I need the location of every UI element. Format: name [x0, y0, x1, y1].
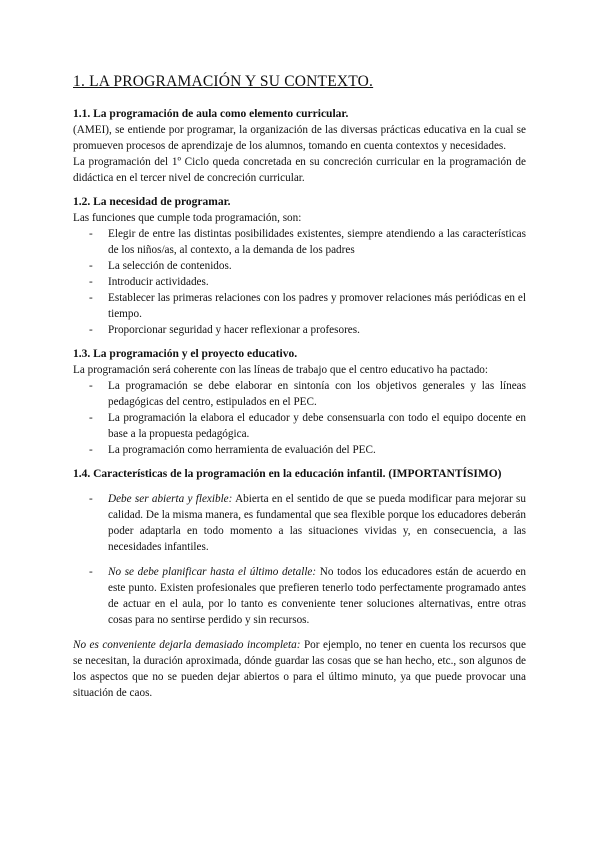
- section-1-2-list: [73, 226, 526, 338]
- list-item-text: Abierta en el sentido de que se pueda modificar para mejorar su calidad. De la misma manera, es fundamental que sea flexible porque los educadores deberán poder adaptarla en todo momento a las situaciones vividas y, en consecuencia, a las necesidades infantiles.: [108, 493, 526, 553]
- list-item: - La programación se debe elaborar en sintonía con los objetivos generales y las líneas pedagógicas del centro, estipulados en el PEC.: [73, 378, 526, 410]
- section-1-1-paragraph-2: La programación del 1º Ciclo queda concretada en su concreción curricular en la programación de didáctica en el tercer nivel de concreción curricular.: [73, 156, 526, 184]
- section-1-1-paragraph-1: (AMEI), se entiende por programar, la organización de las diversas prácticas educativa en la cual se promueven procesos de aprendizaje de los alumnos, tomando en cuenta contextos y necesidades.: [73, 124, 526, 152]
- section-1-3-title: 1.3. La programación y el proyecto educativo.: [73, 348, 298, 360]
- closing-text: Por ejemplo, no tener en cuenta los recursos que se necesitan, la duración aproximada, dónde guardar las cosas que se han hecho, etc., son algunos de los aspectos que no se pueden dejar abiertos o para el último minuto, ya que puede provocar una situación de caos.: [73, 639, 526, 699]
- list-item-lead: No se debe planificar hasta el último detalle:: [108, 566, 317, 578]
- section-1-4-closing-paragraph: [73, 637, 526, 701]
- list-item-lead: Debe ser abierta y flexible:: [108, 493, 233, 505]
- document-content: [73, 72, 526, 701]
- list-item: [73, 564, 526, 628]
- list-item: - Proporcionar seguridad y hacer reflexionar a profesores.: [73, 322, 526, 338]
- list-item: - La programación la elabora el educador y debe consensuarla con todo el equipo docente en base a la propuesta pedagógica.: [73, 410, 526, 442]
- section-1-3-intro: La programación será coherente con las líneas de trabajo que el centro educativo ha pactado:: [73, 364, 488, 376]
- list-item: - Establecer las primeras relaciones con los padres y promover relaciones más periódicas en el tiempo.: [73, 290, 526, 322]
- section-1-4-list: [73, 491, 526, 628]
- section-1-3: [73, 346, 526, 458]
- list-item: [73, 491, 526, 555]
- section-1-1-title: 1.1. La programación de aula como elemento curricular.: [73, 108, 349, 120]
- list-item: - La programación como herramienta de evaluación del PEC.: [73, 442, 526, 458]
- list-item: - Introducir actividades.: [73, 274, 526, 290]
- list-item: - Elegir de entre las distintas posibilidades existentes, siempre atendiendo a las características de los niños/as, al contexto, a la demanda de los padres: [73, 226, 526, 258]
- section-1-2-intro: Las funciones que cumple toda programación, son:: [73, 212, 302, 224]
- section-1-4: [73, 466, 526, 701]
- section-1-2-title: 1.2. La necesidad de programar.: [73, 196, 231, 208]
- chapter-heading: 1. LA PROGRAMACIÓN Y SU CONTEXTO.: [73, 73, 374, 90]
- section-1-2: [73, 194, 526, 338]
- section-1-3-list: [73, 378, 526, 458]
- closing-lead: No es conveniente dejarla demasiado incompleta:: [73, 639, 301, 651]
- section-1-4-title: 1.4. Características de la programación en la educación infantil. (IMPORTANTÍSIMO): [73, 468, 502, 480]
- list-item-text: No todos los educadores están de acuerdo en este punto. Existen profesionales que prefieren tenerlo todo perfectamente programado antes de actuar en el aula, por lo tanto es conveniente tener soluciones alternativas, entre otras cosas para no sentirse perdido y sin recursos.: [108, 566, 526, 626]
- section-1-1: [73, 106, 526, 186]
- list-item: - La selección de contenidos.: [73, 258, 526, 274]
